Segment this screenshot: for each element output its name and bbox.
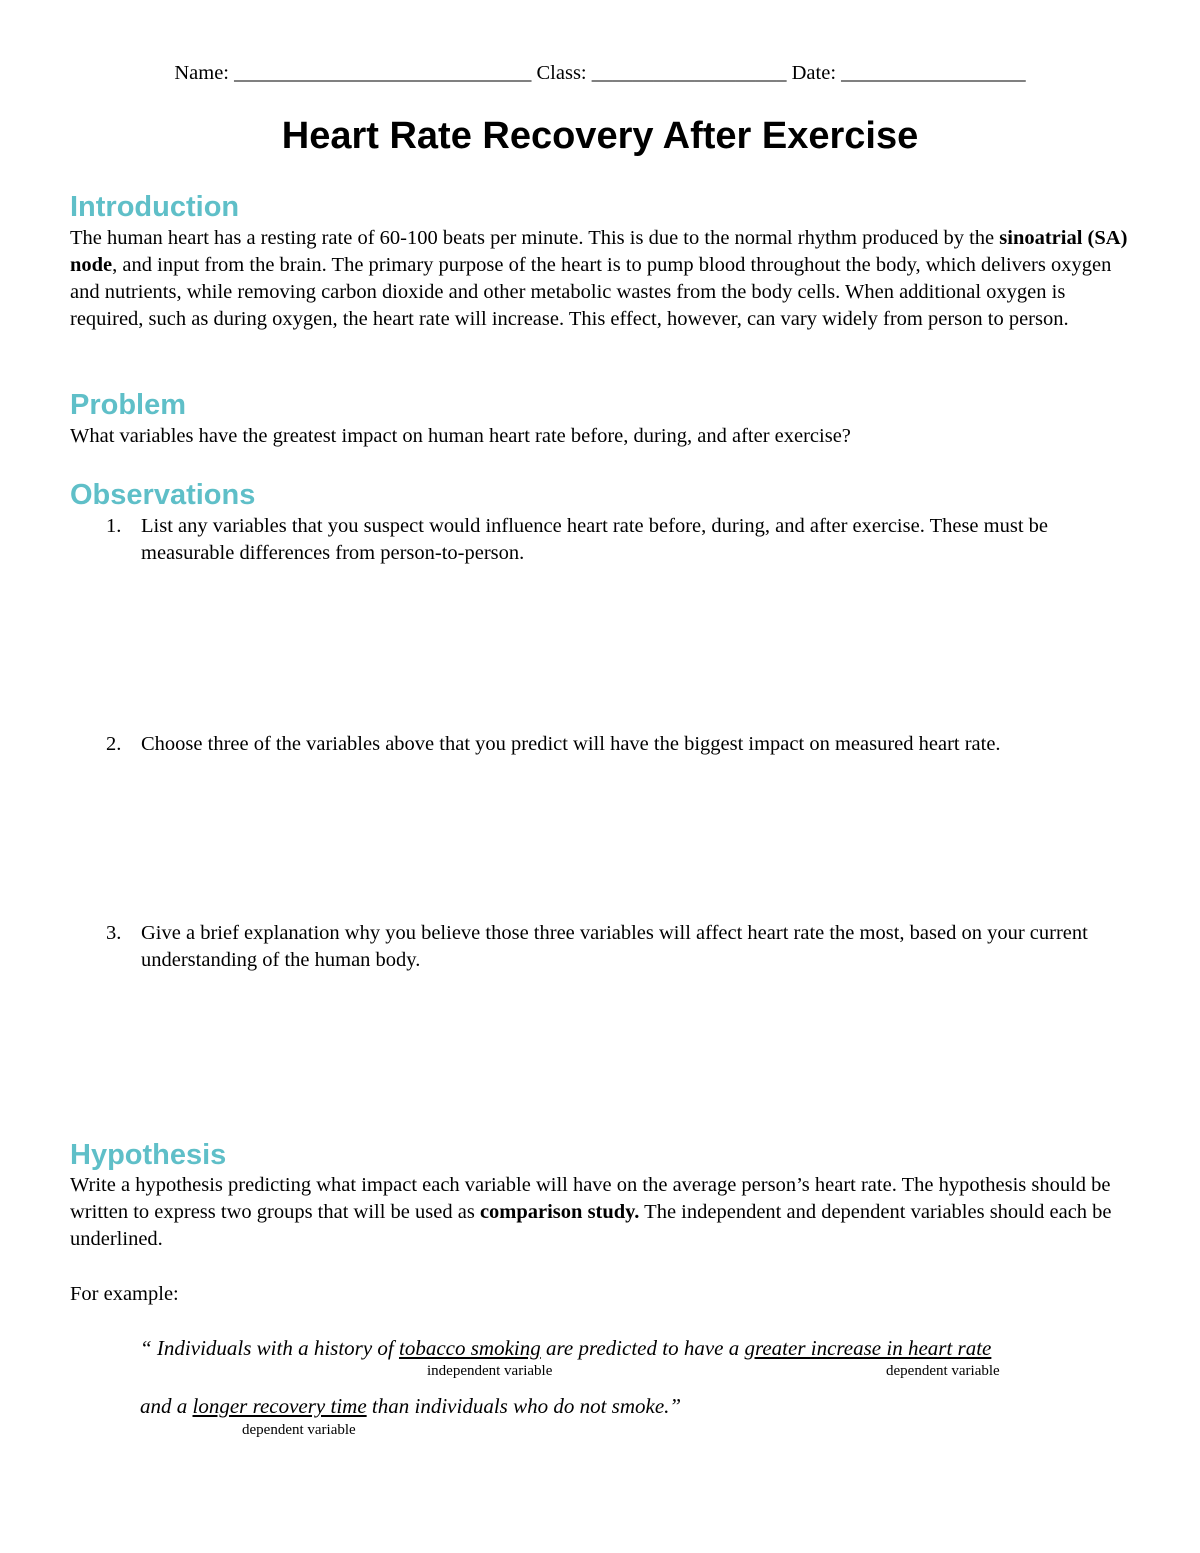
student-info-line [0, 60, 1200, 86]
example-part-4: than individuals who do not smoke.” [366, 1394, 682, 1418]
name-blank: _____________________________ [234, 62, 532, 84]
observation-number: 3. [106, 922, 122, 944]
hypothesis-text-1: Write a hypothesis predicting what impact each variable will have on the average person’s heart rate. The hypothesis should be written to express two groups that will be used as [70, 1174, 1111, 1223]
date-blank: __________________ [841, 62, 1026, 84]
hypothesis-heading: Hypothesis [70, 1139, 227, 1171]
observations-heading: Observations [70, 479, 256, 511]
example-part-1: “ Individuals with a history of [140, 1336, 400, 1360]
introduction-text-1: The human heart has a resting rate of 60-100 beats per minute. This is due to the normal rhythm produced by the [70, 227, 1000, 249]
observation-number: 2. [106, 733, 122, 755]
independent-variable-label: independent variable [427, 1363, 553, 1379]
example-part-2: are predicted to have a [540, 1336, 745, 1360]
class-label: Class: [531, 62, 592, 84]
problem-question: What variables have the greatest impact on human heart rate before, during, and after exercise? [70, 425, 851, 447]
dependent-variable-label-2: dependent variable [242, 1422, 356, 1438]
date-label: Date: [786, 62, 842, 84]
hypothesis-instructions [70, 1172, 1140, 1253]
example-part-3: and a [140, 1394, 193, 1418]
observation-number: 1. [106, 515, 122, 537]
name-label: Name: [174, 62, 235, 84]
for-example-label: For example: [70, 1283, 179, 1305]
dependent-variable-example-2: longer recovery time [192, 1394, 367, 1418]
dependent-variable-label-1: dependent variable [886, 1363, 1000, 1379]
hypothesis-text-2: The independent and dependent variables should each be underlined. [70, 1201, 1112, 1250]
observation-text: Give a brief explanation why you believe those three variables will affect heart rate the most, based on your current understanding of the human body. [141, 922, 1088, 971]
example-hypothesis-line-2 [140, 1393, 681, 1420]
page-title: Heart Rate Recovery After Exercise [281, 115, 919, 157]
introduction-text-2: , and input from the brain. The primary purpose of the heart is to pump blood throughout the body, which delivers oxygen and nutrients, while removing carbon dioxide and other metabolic wastes from the body cells. When additional oxygen is required, such as during oxygen, the heart rate will increase. This effect, however, can vary widely from person to person. [70, 254, 1112, 330]
introduction-heading: Introduction [70, 191, 240, 223]
introduction-paragraph [70, 225, 1140, 333]
class-blank: ___________________ [591, 62, 787, 84]
observation-text: List any variables that you suspect would influence heart rate before, during, and after exercise. These must be measurable differences from person-to-person. [141, 515, 1048, 564]
independent-variable-example: tobacco smoking [399, 1336, 541, 1360]
dependent-variable-example-1: greater increase in heart rate [744, 1336, 992, 1360]
sa-node-term: sinoatrial (SA) node [70, 227, 1128, 276]
problem-heading: Problem [70, 389, 187, 421]
observation-text: Choose three of the variables above that you predict will have the biggest impact on measured heart rate. [141, 733, 1001, 755]
comparison-study-term: comparison study. [479, 1201, 640, 1223]
example-hypothesis-line-1 [140, 1335, 991, 1362]
